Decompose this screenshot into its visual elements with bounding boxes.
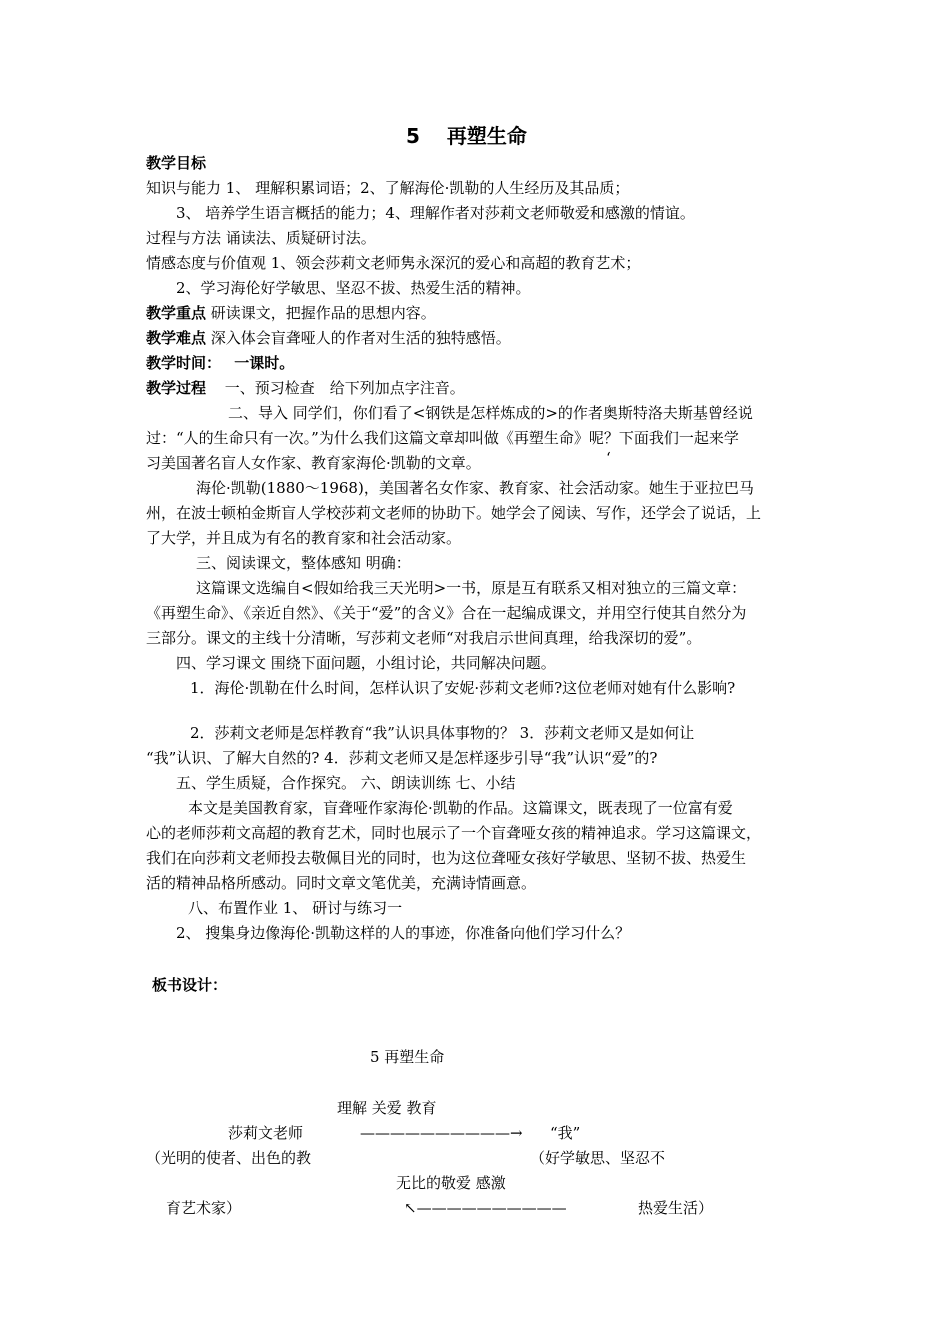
teaching-process-label: 教学过程 xyxy=(146,379,207,397)
body-line: “我”认识、了解大自然的? 4．莎莉文老师又是怎样逐步引导“我”认识“爱”的? xyxy=(146,749,658,767)
key-point-text: 研读课文，把握作品的思想内容。 xyxy=(210,304,436,322)
body-line: 二、导入 同学们，你们看了<钢铁是怎样炼成的>的作者奥斯特洛夫斯基曾经说 xyxy=(228,404,753,422)
body-line: 五、学生质疑，合作探究。 六、朗读训练 七、小结 xyxy=(176,774,516,792)
body-line: 州，在波士顿柏金斯盲人学校莎莉文老师的协助下。她学会了阅读、写作，还学会了说话，上 xyxy=(146,504,762,522)
teaching-time-text: 一课时。 xyxy=(234,354,295,372)
right-arrow-icon: ——————————→ xyxy=(360,1124,523,1142)
teaching-process-text: 一、预习检查 给下列加点字注音。 xyxy=(224,379,465,397)
teaching-process xyxy=(146,377,465,399)
document-title: 5 再塑生命 xyxy=(406,124,527,148)
board-left-desc-2: 育艺术家） xyxy=(166,1199,242,1217)
goals-line-5: 2、学习海伦好学敏思、坚忍不拔、热爱生活的精神。 xyxy=(176,279,531,297)
body-line: 2．莎莉文老师是怎样教育“我”认识具体事物的？ 3．莎莉文老师又是如何让 xyxy=(190,724,695,742)
body-line: 《再塑生命》、《亲近自然》、《关于“爱”的含义》合在一起编成课文，并用空行使其自然分为 xyxy=(146,604,747,622)
goals-heading: 教学目标 xyxy=(146,154,207,172)
board-right-name: “我” xyxy=(550,1124,581,1142)
body-line: 习美国著名盲人女作家、教育家海伦·凯勒的文章。 xyxy=(146,454,481,472)
body-line: 过：“人的生命只有一次。”为什么我们这篇文章却叫做《再塑生命》呢？下面我们一起来学 xyxy=(146,429,739,447)
body-line: 三部分。课文的主线十分清晰，写莎莉文老师“对我启示世间真理，给我深切的爱”。 xyxy=(146,629,702,647)
body-line: 我们在向莎莉文老师投去敬佩目光的同时，也为这位聋哑女孩好学敏思、坚韧不拔、热爱生 xyxy=(146,849,747,867)
key-point xyxy=(146,302,436,324)
difficult-point xyxy=(146,327,511,349)
board-design-heading: 板书设计： xyxy=(152,976,228,994)
body-line: 四、学习课文 围绕下面问题，小组讨论，共同解决问题。 xyxy=(176,654,556,672)
body-line: 了大学，并且成为有名的教育家和社会活动家。 xyxy=(146,529,462,547)
board-top-label: 理解 关爱 教育 xyxy=(337,1099,437,1117)
teaching-time xyxy=(146,352,294,374)
left-arrow-icon: ↖—————————— xyxy=(404,1199,567,1217)
key-point-label: 教学重点 xyxy=(146,304,207,322)
body-line: 海伦·凯勒(1880～1968)，美国著名女作家、教育家、社会活动家。她生于亚拉巴马 xyxy=(196,479,754,497)
board-left-name: 莎莉文老师 xyxy=(228,1124,304,1142)
board-left-desc-1: （光明的使者、出色的教 xyxy=(146,1149,312,1167)
difficult-point-label: 教学难点 xyxy=(146,329,207,347)
board-right-desc-1: （好学敏思、坚忍不 xyxy=(530,1149,666,1167)
body-line: 活的精神品格所感动。同时文章文笔优美，充满诗情画意。 xyxy=(146,874,537,892)
goals-line-3: 过程与方法 诵读法、质疑研讨法。 xyxy=(146,229,376,247)
goals-line-4: 情感态度与价值观 1、领会莎莉文老师隽永深沉的爱心和高超的教育艺术； xyxy=(146,254,641,272)
difficult-point-text: 深入体会盲聋哑人的作者对生活的独特感悟。 xyxy=(210,329,511,347)
body-line: 心的老师莎莉文高超的教育艺术，同时也展示了一个盲聋哑女孩的精神追求。学习这篇课文， xyxy=(146,824,762,842)
board-right-desc-2: 热爱生活） xyxy=(638,1199,714,1217)
body-line: 这篇课文选编自<假如给我三天光明>一书，原是互有联系又相对独立的三篇文章： xyxy=(196,579,747,597)
goals-line-1: 知识与能力 1、 理解积累词语；2、了解海伦·凯勒的人生经历及其品质； xyxy=(146,179,630,197)
board-title: 5 再塑生命 xyxy=(370,1048,445,1066)
body-line: ‘ xyxy=(606,449,611,467)
goals-line-2: 3、 培养学生语言概括的能力；4、理解作者对莎莉文老师敬爱和感激的情谊。 xyxy=(176,204,695,222)
body-line: 本文是美国教育家，盲聋哑作家海伦·凯勒的作品。这篇课文，既表现了一位富有爱 xyxy=(188,799,733,817)
body-line: 2、 搜集身边像海伦·凯勒这样的人的事迹，你准备向他们学习什么？ xyxy=(176,924,631,942)
teaching-time-label: 教学时间： xyxy=(146,354,222,372)
body-line: 1．海伦·凯勒在什么时间，怎样认识了安妮·莎莉文老师?这位老师对她有什么影响? xyxy=(190,679,736,697)
body-line: 三、阅读课文，整体感知 明确： xyxy=(196,554,411,572)
body-line: 八、布置作业 1、 研讨与练习一 xyxy=(188,899,403,917)
board-bottom-label: 无比的敬爱 感激 xyxy=(396,1174,506,1192)
